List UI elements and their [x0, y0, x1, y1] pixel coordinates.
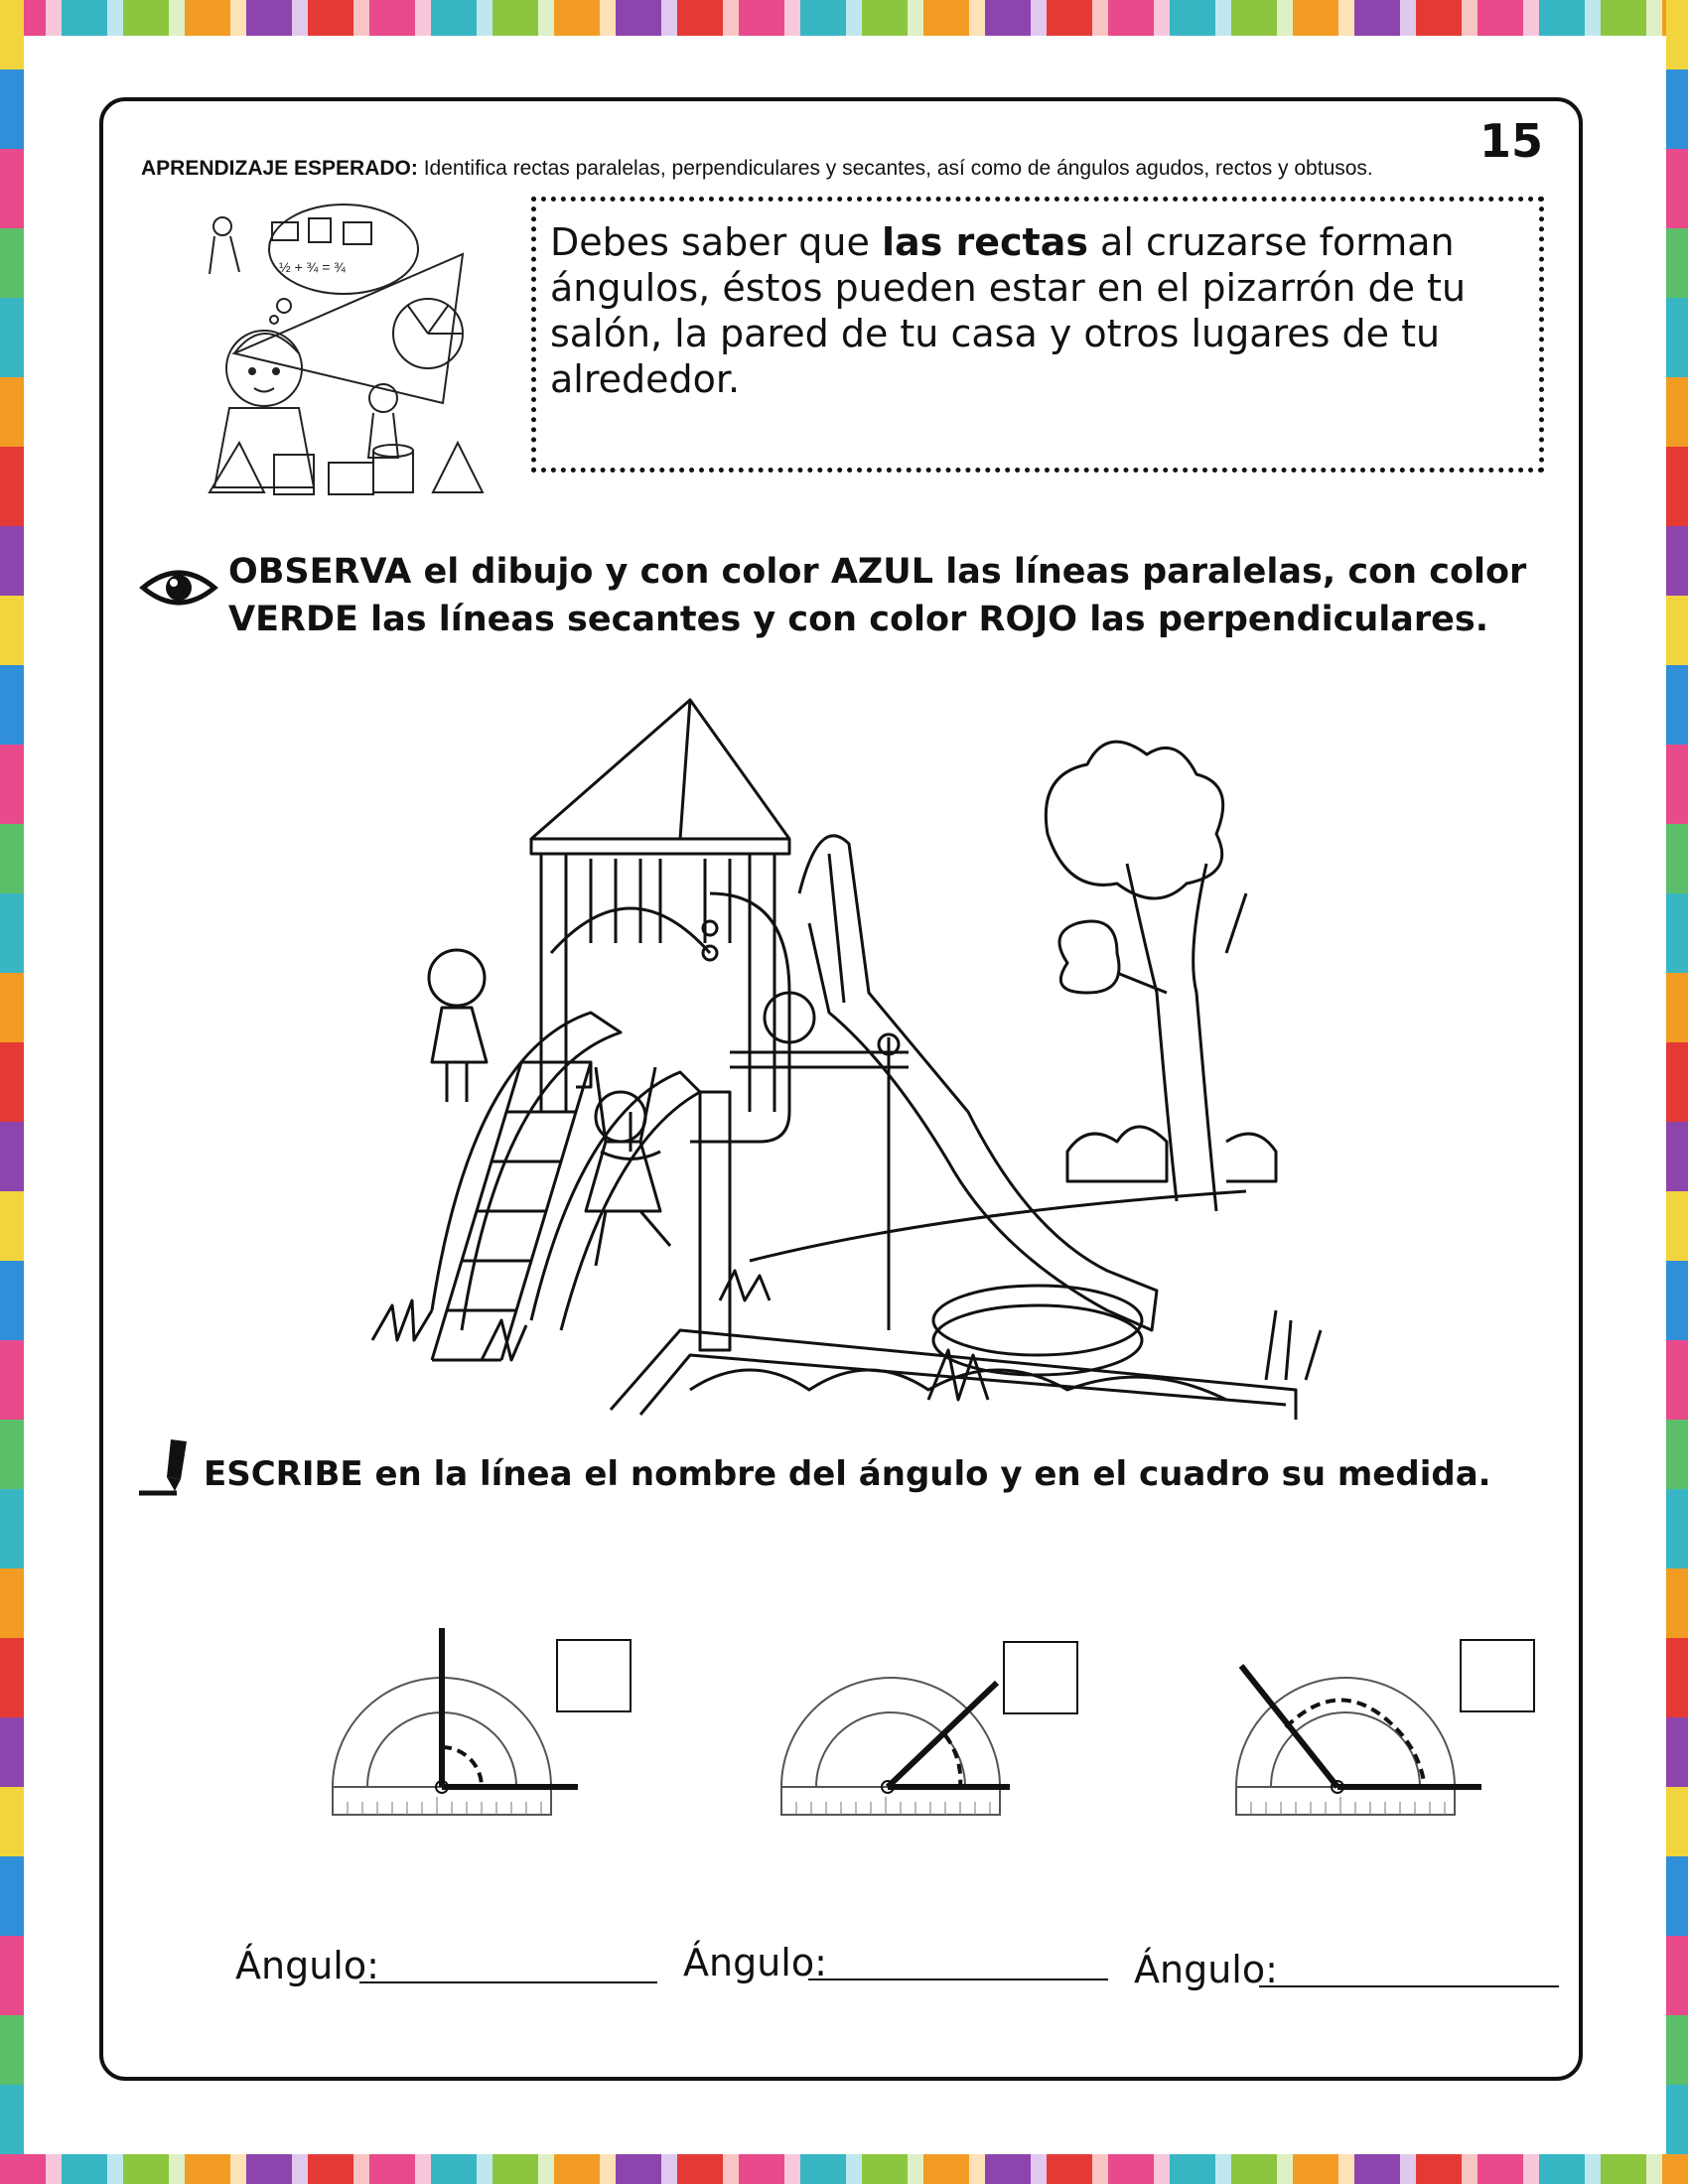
page-number: 15: [1479, 114, 1544, 168]
angle-label-1: Ángulo:: [235, 1944, 379, 1987]
svg-text:½ + ¾ = ¾: ½ + ¾ = ¾: [279, 259, 346, 275]
children-math-illustration: [195, 195, 492, 502]
angle-label-3: Ángulo:: [1134, 1948, 1278, 1991]
observe-instruction: OBSERVA el dibujo y con color AZUL las líneas paralelas, con color VERDE las líneas secantes y con color ROJO las perpendiculares.: [228, 552, 1527, 639]
learning-goal: [141, 157, 1373, 181]
angle-measure-box-2[interactable]: [1003, 1641, 1078, 1714]
playground-illustration: [352, 695, 1336, 1420]
learning-goal-text: Identifica rectas paralelas, perpendiculares y secantes, así como de ángulos agudos, rectos y obtusos.: [417, 157, 1373, 180]
angle-measure-box-3[interactable]: [1460, 1639, 1535, 1712]
angle-answer-line-3[interactable]: [1259, 1985, 1559, 1987]
pencil-icon: [137, 1432, 197, 1497]
pencil-border-left: [0, 0, 24, 2184]
info-text-end: al cruzarse forman ángulos, éstos pueden estar en el pizarrón de tu salón, la pared de tu casa y otros lugares de tu alrededor.: [550, 220, 1467, 401]
angle-answer-line-2[interactable]: [808, 1979, 1108, 1980]
pencil-border-right: [1666, 0, 1688, 2184]
info-text-bold: las rectas: [881, 220, 1088, 264]
angle-label-2: Ángulo:: [683, 1941, 827, 1984]
info-text-start: Debes saber que: [550, 220, 882, 264]
angle-answer-line-1[interactable]: [359, 1981, 657, 1983]
protractor-obtuse-angle: [1231, 1618, 1489, 1846]
pencil-border-top: [0, 0, 1688, 36]
write-instruction: ESCRIBE en la línea el nombre del ángulo y en el cuadro su medida.: [204, 1454, 1491, 1494]
pencil-border-bottom: [0, 2154, 1688, 2184]
learning-goal-label: APRENDIZAJE ESPERADO:: [141, 157, 418, 180]
protractor-acute-angle: [776, 1618, 1035, 1846]
protractor-right-angle: [328, 1618, 586, 1846]
eye-icon: [139, 558, 218, 617]
info-box: [531, 197, 1544, 473]
angle-measure-box-1[interactable]: [556, 1639, 632, 1712]
